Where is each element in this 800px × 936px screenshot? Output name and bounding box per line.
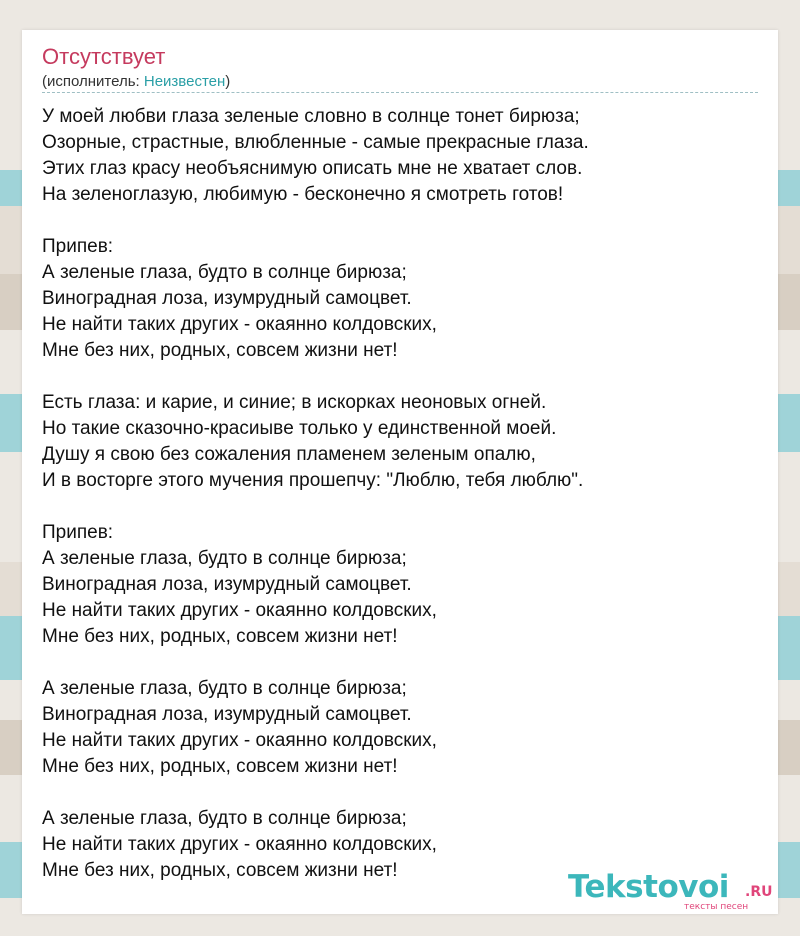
lyrics-card: [22, 30, 778, 914]
performer-line: [42, 73, 230, 91]
lyric-line: А зеленые глаза, будто в солнце бирюза;: [42, 808, 407, 829]
lyric-line: Озорные, страстные, влюбленные - самые прекрасные глаза.: [42, 132, 589, 153]
lyric-line: Виноградная лоза, изумрудный самоцвет.: [42, 704, 412, 725]
lyric-line: Но такие сказочно-красиывe только у единственной моей.: [42, 418, 557, 439]
lyric-line: Душу я свою без сожаления пламенем зеленым опалю,: [42, 444, 536, 465]
lyric-line: Не найти таких других - окаянно колдовских,: [42, 314, 437, 335]
lyric-line: Мне без них, родных, совсем жизни нет!: [42, 626, 398, 647]
lyric-line: Не найти таких других - окаянно колдовских,: [42, 600, 437, 621]
lyric-line: У моей любви глаза зеленые словно в солнце тонет бирюза;: [42, 106, 580, 127]
performer-link[interactable]: Неизвестен: [143, 73, 226, 90]
lyric-line: Мне без них, родных, совсем жизни нет!: [42, 756, 398, 777]
lyric-line: Этих глаз красу необъяснимую описать мне не хватает слов.: [42, 158, 583, 179]
stanza-break: [42, 364, 758, 390]
stanza-break: [42, 780, 758, 806]
title-divider: [42, 92, 758, 93]
lyric-line: Припев:: [42, 236, 114, 257]
lyric-line: Есть глаза: и карие, и синие; в искорках неоновых огней.: [42, 392, 547, 413]
logo-domain: .RU: [745, 884, 773, 900]
lyric-line: Мне без них, родных, совсем жизни нет!: [42, 860, 398, 881]
logo-tagline: тексты песен: [684, 902, 749, 912]
lyric-line: Не найти таких других - окаянно колдовских,: [42, 834, 437, 855]
lyric-line: А зеленые глаза, будто в солнце бирюза;: [42, 678, 407, 699]
lyric-line: На зеленоглазую, любимую - бесконечно я смотреть готов!: [42, 184, 564, 205]
performer-prefix: (исполнитель:: [42, 73, 144, 90]
lyric-line: И в восторге этого мучения прошепчу: "Люблю, тебя люблю".: [42, 470, 584, 491]
lyric-line: Виноградная лоза, изумрудный самоцвет.: [42, 288, 412, 309]
stanza-break: [42, 208, 758, 234]
lyric-line: Припев:: [42, 522, 114, 543]
logo-wordmark: Tekstovoi: [568, 869, 729, 905]
lyric-line: А зеленые глаза, будто в солнце бирюза;: [42, 548, 407, 569]
site-logo[interactable]: [568, 868, 778, 914]
lyric-line: А зеленые глаза, будто в солнце бирюза;: [42, 262, 407, 283]
lyric-line: Виноградная лоза, изумрудный самоцвет.: [42, 574, 412, 595]
stanza-break: [42, 494, 758, 520]
lyrics-text: [42, 104, 758, 884]
performer-suffix: ): [225, 73, 231, 90]
lyric-line: Мне без них, родных, совсем жизни нет!: [42, 340, 398, 361]
song-title: Отсутствует: [42, 44, 166, 69]
lyric-line: Не найти таких других - окаянно колдовских,: [42, 730, 437, 751]
stanza-break: [42, 650, 758, 676]
